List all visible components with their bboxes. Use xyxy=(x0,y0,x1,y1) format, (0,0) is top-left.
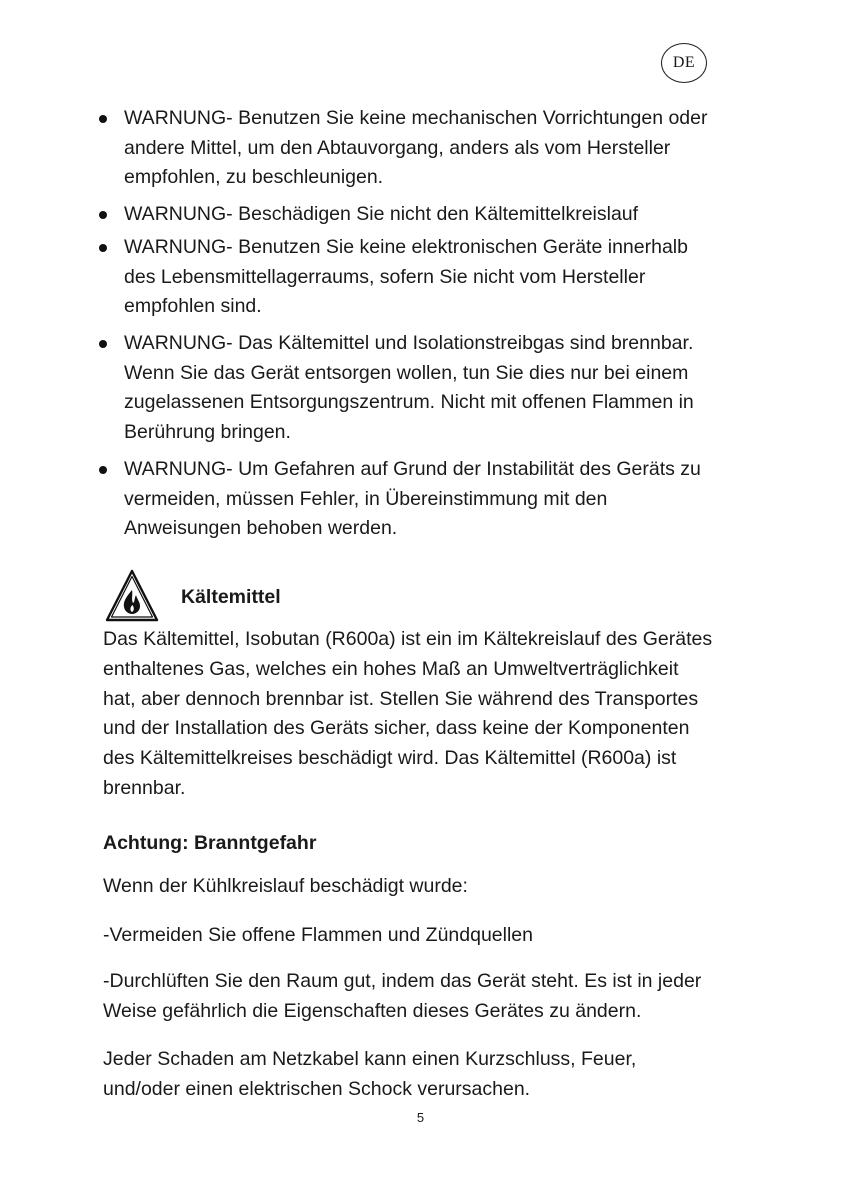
language-badge: DE xyxy=(661,43,707,83)
warning-line: WARNUNG- Benutzen Sie keine mechanischen Vorrichtungen oder xyxy=(124,107,708,129)
warning-line: zugelassenen Entsorgungszentrum. Nicht mit offenen Flammen in xyxy=(124,391,694,413)
paragraph-line: Jeder Schaden am Netzkabel kann einen Kurzschluss, Feuer, xyxy=(103,1048,637,1070)
fire-hazard-item: -Vermeiden Sie offene Flammen und Zündquellen xyxy=(103,924,533,946)
warning-line: WARNUNG- Benutzen Sie keine elektronischen Geräte innerhalb xyxy=(124,236,688,258)
paragraph-line: Weise gefährlich die Eigenschaften dieses Gerätes zu ändern. xyxy=(103,999,642,1022)
warning-item xyxy=(124,455,744,544)
warning-line: andere Mittel, um den Abtauvorgang, anders als vom Hersteller xyxy=(124,136,671,159)
warning-item xyxy=(124,329,744,447)
warning-line: WARNUNG- Beschädigen Sie nicht den Kältemittelkreislauf xyxy=(124,203,639,225)
warning-line: Berührung bringen. xyxy=(124,420,291,443)
warning-line: WARNUNG- Um Gefahren auf Grund der Instabilität des Geräts zu xyxy=(124,458,701,480)
paragraph-line: -Durchlüften Sie den Raum gut, indem das Gerät steht. Es ist in jeder xyxy=(103,970,702,992)
paragraph-line: des Kältemittelkreises beschädigt wird. Das Kältemittel (R600a) ist xyxy=(103,747,677,770)
power-cable-note xyxy=(103,1045,753,1105)
section-title: Kältemittel xyxy=(181,585,281,608)
paragraph-line: brennbar. xyxy=(103,776,186,799)
warning-line: vermeiden, müssen Fehler, in Übereinstimmung mit den xyxy=(124,487,608,510)
bullet-icon xyxy=(99,211,107,219)
warning-line: empfohlen, zu beschleunigen. xyxy=(124,166,384,188)
fire-hazard-item xyxy=(103,967,753,1027)
bullet-icon xyxy=(99,244,107,252)
refrigerant-heading xyxy=(105,568,281,624)
warning-item xyxy=(124,104,744,193)
paragraph-line: hat, aber dennoch brennbar ist. Stellen Sie während des Transportes xyxy=(103,687,699,710)
paragraph-line: und/oder einen elektrischen Schock verursachen. xyxy=(103,1077,531,1100)
bullet-icon xyxy=(99,466,107,474)
warning-line: WARNUNG- Das Kältemittel und Isolationstreibgas sind brennbar. xyxy=(124,332,694,354)
paragraph-line: und der Installation des Geräts sicher, dass keine der Komponenten xyxy=(103,717,690,740)
bullet-icon xyxy=(99,115,107,123)
warning-line: Wenn Sie das Gerät entsorgen wollen, tun Sie dies nur bei einem xyxy=(124,361,689,384)
warning-line: empfohlen sind. xyxy=(124,295,262,317)
refrigerant-paragraph xyxy=(103,625,753,804)
flammable-warning-icon xyxy=(105,568,159,624)
fire-hazard-intro: Wenn der Kühlkreislauf beschädigt wurde: xyxy=(103,875,468,897)
warning-line: Anweisungen behoben werden. xyxy=(124,517,398,539)
bullet-icon xyxy=(99,340,107,348)
fire-hazard-heading: Achtung: Branntgefahr xyxy=(103,832,317,854)
warning-item xyxy=(124,233,744,322)
page-number: 5 xyxy=(416,1110,425,1125)
paragraph-line: enthaltenes Gas, welches ein hohes Maß an Umweltverträglichkeit xyxy=(103,657,679,680)
warning-line: des Lebensmittellagerraums, sofern Sie nicht vom Hersteller xyxy=(124,265,646,288)
warning-item xyxy=(124,200,744,230)
paragraph-line: Das Kältemittel, Isobutan (R600a) ist ein im Kältekreislauf des Gerätes xyxy=(103,628,713,650)
